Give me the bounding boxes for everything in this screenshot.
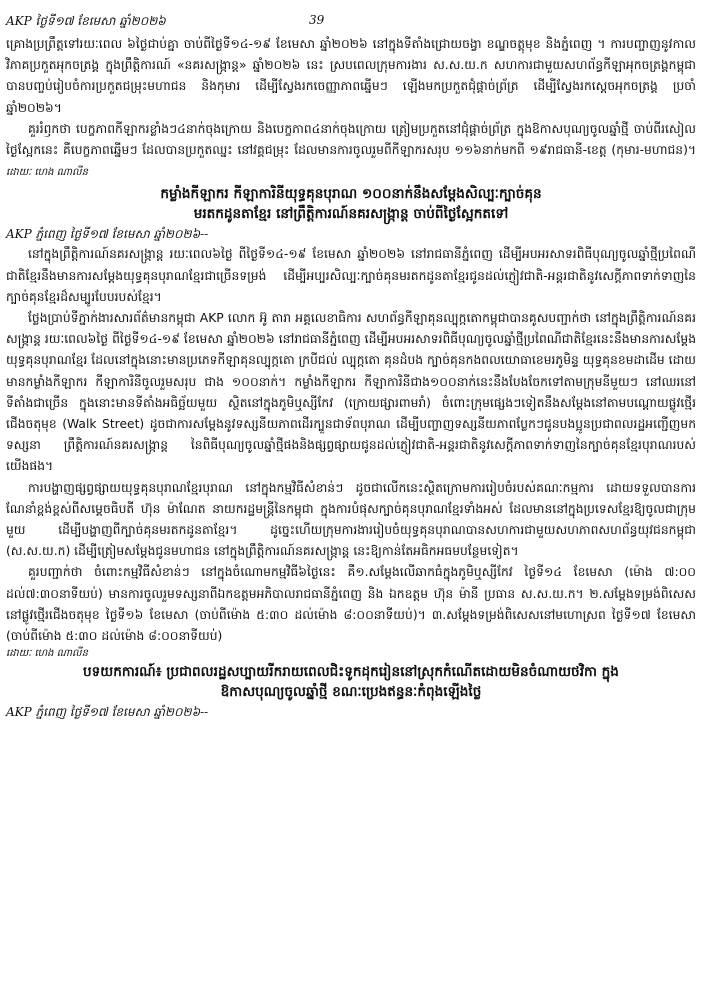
- article2-headline-line-1: កម្លាំងកីឡាករ កីឡាការិនីយុទ្ធគុនបុរាណ ១០០នាក់នឹងសម្ដែងសិល្បៈក្បាច់គុន: [160, 186, 542, 203]
- article1-paragraph-1: គ្រោងប្រព្រឹត្តទៅរយៈពេល ៦ថ្ងៃជាប់គ្នា ចាប់ពីថ្ងៃទី១៤-១៩ ខែមេសា ឆ្នាំ២០២៦ នៅក្នុងទីតាំងជ្រោយចង្វា ខណ្ឌចត្តុមុខ និងភ្នំពេញ ។ ការបញ្ចាញនូវកាលវិភាគប្រកួតអុកចត្រង្គ ក្នុងព្រឹត្តិការណ៍ «នគរសង្រ្កាន្ត» ឆ្នាំ២០២៦ នេះ ស្របពេលក្រុមការងារ ស.ស.យ.ក សហការជាមួយសហព័ន្ធកីឡាអុកចត្រង្គកម្ពុជាបានបញ្ចប់រៀបចំការប្រកួតជម្រុះមហាជន និងកុមារ ដើម្បីស្វែងរកចេញ្ញាភាពឆ្នើមៗ ឡើងមកប្រកួតជុំផ្ដាច់ព្រ័ត្រ ដើម្បីស្វែងរកស្ដេចអុកចត្រង្គ ប្រចាំឆ្នាំ២០២៦។: [6, 37, 696, 115]
- article2-byline: ដោយៈ ហេង ណាលីន: [6, 648, 88, 660]
- article3-headline: [6, 662, 696, 702]
- article3-dateline: AKP ភ្នំពេញ ថ្ងៃទី១៧ ខែមេសា ឆ្នាំ២០២៦--: [6, 705, 209, 720]
- page-body: [6, 34, 696, 722]
- article3-headline-line-1: បទយកការណ៍៖ ប្រជាពលរដ្ឋសប្បាយរីករាយពេលជិះទូកដុករៀននៅស្រុកកំណើតដោយមិនចំណាយថវិកា ក្នុង: [83, 664, 619, 681]
- article2-headline-line-2: មរតកដូនតាខ្មែរ នៅព្រឹត្តិការណ៍នគរសង្រ្កាន្ត ចាប់ពីថ្ងៃស្អែកតទៅ: [193, 206, 509, 223]
- article1-paragraph-2: [6, 119, 696, 184]
- article2-paragraph-2: ថ្លែងប្រាប់ទីភ្នាក់ងារសារព័ត៌មានកម្ពុជា AKP លោក អ៊ូ តារា អគ្គលេខាធិការ សហព័ន្ធកីឡាគុនល្បុក្កតោកម្ពុជាបានគូសបញ្ជាក់ថា នៅក្នុងព្រឹត្តិការណ៍នគរសង្រ្កាន្ត រយៈពេល៦ថ្ងៃ ពីថ្ងៃទី១៤-១៩ ខែមេសា ឆ្នាំ២០២៦ នៅរាជធានីភ្នំពេញ ដើម្បីអបអរសាទរពិធីបុណ្យចូលឆ្នាំថ្មីប្រពៃណីជាតិខ្មែរនេះនឹងមានការសម្ដែងយុទ្ធគុនបុរាណខ្មែរ ដែលនៅក្នុងនោះមានប្រភេទកីឡាគុនល្បុក្កតោ ក្របីជល់ ល្បុក្កតោ គុនដំបង ក្បាច់គុនកងពលយោធាខេមរភូមិន្ទ យុទ្ធគុនខមដាដើម ដោយមានកម្លាំងកីឡាករ កីឡាការិនីចូលរួមសរុប ជាង ១០០នាក់។ កម្លាំងកីឡាករ កីឡាការិនីជាង១០០នាក់នេះនឹងបែងចែកទៅតាមក្រុមនីមួយៗ នៅឈរនៅទីតាំងជាច្រើន ក្នុងនោះមានទីតាំងអធិច្ឆ័យមួយ ស្ថិតនៅក្នុងភូមិឬស្សីកែវ (ក្រោយផ្សារពាមរាំ) ចំពោះក្រុមផ្សេងៗទៀតនឹងសម្ដែងនៅតាមបណ្ដោយផ្លូវថ្មើរជើងចតុមុខ (Walk Street) ដូចជាការសម្ដែងនូវទស្សនីយភាពដើរក្បួនជាទ័ពបុរាណ ដើម្បីបញ្ចាញទស្សនីយភាពប្លែកៗជូនបងប្អូនប្រជាពលរដ្ឋអញ្ជើញមកទស្សនា ព្រឹត្តិការណ៍នគរសង្រ្កាន្ត នៃពិធីបុណ្យចូលឆ្នាំថ្មីផងនិងផ្សព្វផ្សាយជូនដល់ភ្ញៀវជាតិ-អន្តរជាតិនូវសេក្តីភាពទាក់ទាញនៃក្បាច់គុនខ្មែរបុរាណរបស់យើងផង។: [6, 311, 696, 474]
- article2-paragraph-1: នៅក្នុងព្រឹត្តិការណ៍នគរសង្រ្កាន្ត រយៈពេល៦ថ្ងៃ ពីថ្ងៃទី១៤-១៩ ខែមេសា ឆ្នាំ២០២៦ នៅរាជធានីភ្នំពេញ ដើម្បីអបអរសាទរពិធីបុណ្យចូលឆ្នាំថ្មីប្រពៃណីជាតិខ្មែរនឹងមានការសម្ដែងយុទ្ធគុនបុរាណខ្មែរជាច្រើនទម្រង់ ដើម្បីអប្បរសិល្បៈក្បាច់គុនមរតកដូនតាខ្មែរជូនដល់ភ្ញៀវជាតិ-អន្តរជាតិនូវសេក្តីភាពទាក់ទាញនៃក្បាច់គុនខ្មែរដ៏សម្បូរបែបរបស់ខ្មែរ។: [6, 247, 696, 304]
- article3-headline-line-2: ឱកាសបុណ្យចូលឆ្នាំថ្មី ខណៈប្រេងឥន្ធនៈកំពុងឡើងថ្លៃ: [220, 684, 482, 701]
- header-date: AKP ថ្ងៃទី១៧ ខែមេសា ឆ្នាំ២០២៦: [6, 14, 166, 28]
- article2-headline: [6, 184, 696, 224]
- article1-byline: ដោយៈ ហេង ណាលីន: [6, 167, 88, 179]
- article2-dateline: AKP ភ្នំពេញ ថ្ងៃទី១៧ ខែមេសា ឆ្នាំ២០២៦--: [6, 227, 209, 242]
- page-number: 39: [309, 13, 325, 27]
- article2-paragraph-4: គួរបញ្ជាក់ថា ចំពោះកម្មវិធីសំខាន់ៗ នៅក្នុងចំណោមកម្មវិធី៦ថ្ងៃនេះ គឺ១.សម្ដែងលើឆាកធំក្នុងភូមិឬស្សីកែវ ថ្ងៃទី១៤ ខែមេសា (ម៉ោង ៧:០០ ដល់៧:៣០នាទីយប់) មានការចូលរួមទស្សនាពីឯកឧត្ដមអភិបាលរាជធានីភ្នំពេញ និង ឯកឧត្ដម ហ៊ុន ម៉ានី ប្រធាន ស.ស.យ.ក។ ២.សម្ដែងទម្រង់ពិសេសនៅផ្លូវថ្មើរជើងចតុមុខ ថ្ងៃទី១៦ ខែមេសា (ចាប់ពីម៉ោង ៥:៣០ ដល់ម៉ោង ៨:០០នាទីយប់)។ ៣.សម្ដែងទម្រង់ពិសេសនៅមហោស្រព ថ្ងៃទី១៧ ខែមេសា (ចាប់ពីម៉ោង ៥:៣០ ដល់ម៉ោង ៨:០០នាទីយប់): [6, 565, 696, 644]
- page-header: [6, 9, 696, 31]
- article1-paragraph-2-text: គួររំឭកថា បេក្ខភាពកីឡាករខ្លាំងៗ៤នាក់ចុងក្រោយ និងបេក្ខភាព៤នាក់ចុងក្រោយ ត្រៀមប្រកួតនៅជុំផ្ដាច់ព្រ័ត្រ ក្នុងឱកាសបុណ្យចូលឆ្នាំថ្មី ចាប់ពីរសៀលថ្ងៃស្អែកនេះ គឺបេក្ខភាពឆ្នើមៗ ដែលបានប្រកួតឈ្នះ នៅវគ្គជម្រុះ ដែលមានការចូលរួមពីកីឡាករសរុប ១១៦នាក់មកពី ១៩រាជធានី-ខេត្ត (កុមារ-មហាជន)។: [6, 121, 696, 158]
- article2-paragraph-3: ការបង្ហាញផ្សព្វផ្សាយយុទ្ធគុនបុរាណខ្មែរបុរាណ នៅក្នុងកម្មវិធីសំខាន់ៗ ដូចជាលើកនេះស្ថិតក្រោមការរៀបចំរបស់គណៈកម្មការ ដោយទទួលបានការណែនាំខ្ពង់ខ្ពស់ពីសម្ដេចធិបតី ហ៊ុន ម៉ាណែត នាយករដ្ឋមន្ត្រីនៃកម្ពុជា ក្នុងការបំផុសក្បាច់គុនបុរាណខ្មែរទាំងអស់ ដែលមាននៅក្នុងប្រទេសខ្មែរឱ្យចូលជាក្រុមមួយ ដើម្បីបង្ហាញពីក្បាច់គុនមរតកដូនតាខ្មែរ។ ដូច្នេះហើយក្រុមការងាររៀបចំយុទ្ធគុនបុរាណបានសហការជាមួយសហភាពសហព័ន្ធយុវជនកម្ពុជា (ស.ស.យ.ក) ដើម្បីត្រៀមសម្ដែងជូនមហាជន នៅក្នុងព្រឹត្តិការណ៍នគរសង្រ្កាន្ត នេះឱ្យកាន់តែអធិកអធមបន្ថែមទៀត។: [6, 480, 696, 559]
